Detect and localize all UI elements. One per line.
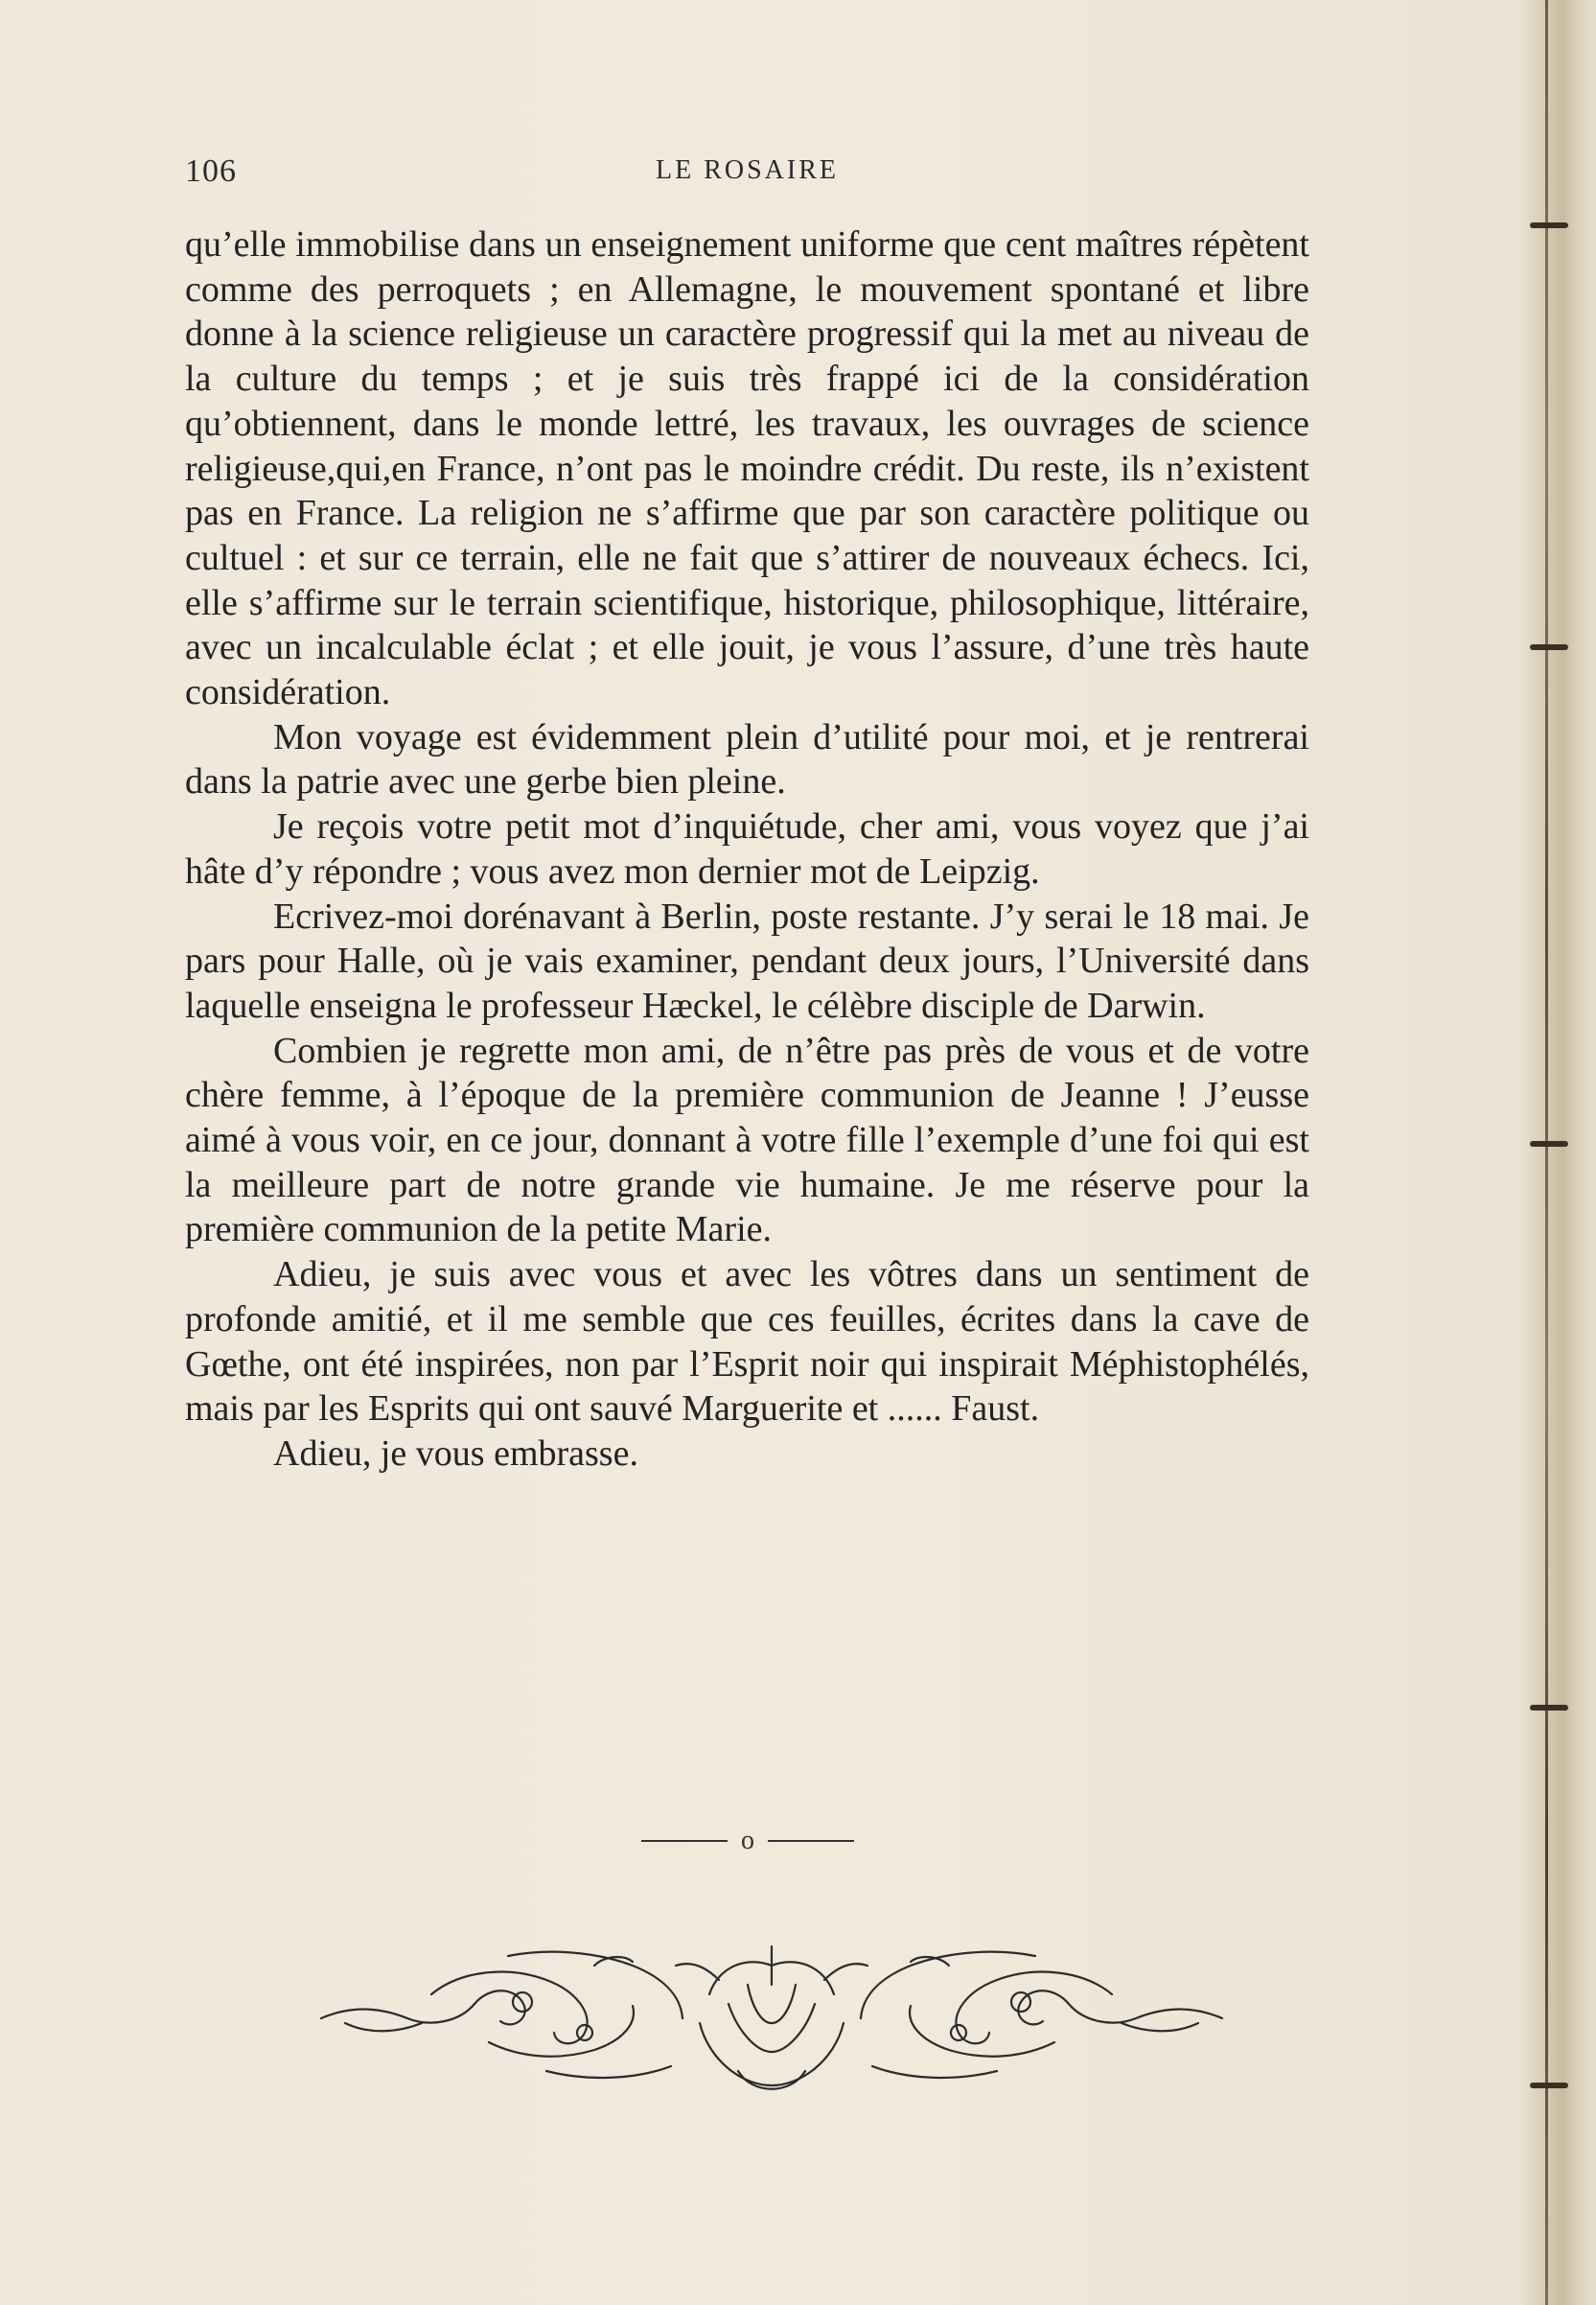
separator-rule (768, 1840, 854, 1842)
binding-stitch (1530, 644, 1568, 650)
separator-rule (641, 1840, 728, 1842)
binding-stitch (1530, 222, 1568, 228)
running-head: LE ROSAIRE (656, 155, 839, 185)
page-number: 106 (185, 153, 237, 189)
binding-thread (1545, 0, 1548, 2305)
floral-vignette-icon (316, 1927, 1227, 2109)
binding-stitch (1530, 2083, 1568, 2088)
paragraph: Combien je regrette mon ami, de n’être pas près de vous et de votre chère femme, à l’époque de la première communion de Jeanne ! J’eusse aimé à vous voir, en ce jour, donnant à votre fille l’exemple d’une foi qui est la meilleure part de notre grande vie humaine. Je me réserve pour la première communion de la petite Marie. (185, 1030, 1309, 1250)
section-separator (633, 1822, 863, 1860)
binding-stitch (1530, 1141, 1568, 1147)
paragraph: Adieu, je suis avec vous et avec les vôtres dans un sentiment de profonde amitié, et il me semble que ces feuilles, écrites dans la cave de Gœthe, ont été inspirées, non par l’Esprit noir qui inspirait Méphistophélés, mais par les Esprits qui ont sauvé Marguerite et ...... Faust. (185, 1254, 1309, 1430)
paragraph: Adieu, je vous embrasse. (273, 1432, 638, 1474)
separator-mark: o (741, 1826, 754, 1855)
page-header (185, 153, 1309, 192)
book-spine (1522, 0, 1596, 2305)
paragraph: qu’elle immobilise dans un enseignement uniforme que cent maîtres répètent comme des perroquets ; en Allemagne, le mouvement spontané et libre donne à la science religieuse un caractère progressif qui la met au niveau de la culture du temps ; et je suis très frappé ici de la considération qu’obtiennent, dans le monde lettré, les travaux, les ouvrages de science religieuse,qui,en France, n’ont pas le moindre crédit. Du reste, ils n’existent pas en France. La religion ne s’affirme que par son caractère politique ou cultuel : et sur ce terrain, elle ne fait que s’attirer de nouveaux échecs. Ici, elle s’affirme sur le terrain scientifique, historique, philosophique, littéraire, avec un incalculable éclat ; et elle jouit, je vous l’assure, d’une très haute considération. (185, 224, 1309, 713)
body-text (185, 222, 1309, 1477)
paragraph: Mon voyage est évidemment plein d’utilité pour moi, et je rentrerai dans la patrie avec une gerbe bien pleine. (185, 716, 1309, 803)
paragraph: Ecrivez-moi dorénavant à Berlin, poste restante. J’y serai le 18 mai. Je pars pour Halle, où je vais examiner, pendant deux jours, l’Université dans laquelle enseigna le professeur Hæckel, le célèbre disciple de Darwin. (185, 896, 1309, 1026)
paragraph: Je reçois votre petit mot d’inquiétude, cher ami, vous voyez que j’ai hâte d’y répondre ; vous avez mon dernier mot de Leipzig. (185, 806, 1309, 892)
binding-stitch (1530, 1705, 1568, 1711)
